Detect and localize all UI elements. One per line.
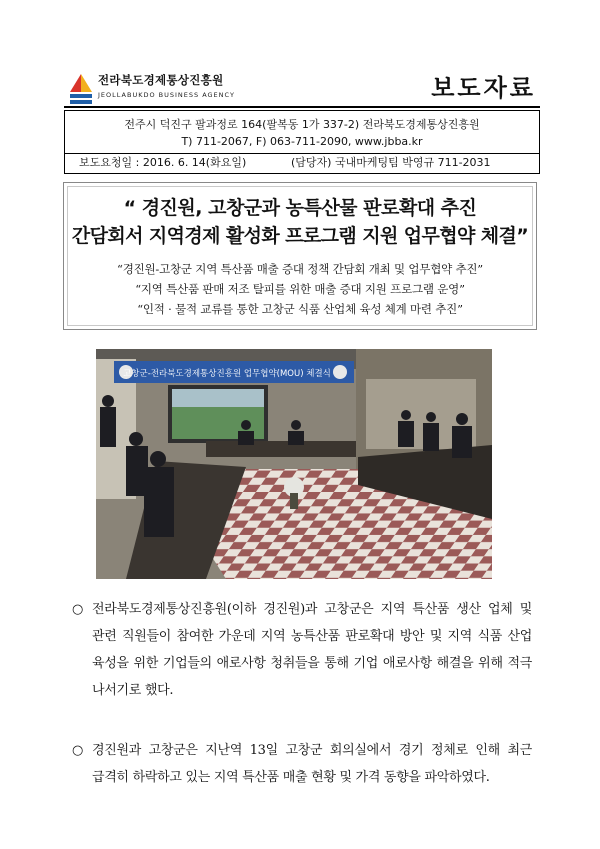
contact-person: (담당자) 국내마케팅팀 박영규 711-2031	[291, 156, 491, 169]
meeting-photo-image	[96, 349, 492, 579]
subheadline-1: “경진원-고창군 지역 특산품 매출 증대 정책 간담회 개최 및 업무협약 추진”	[117, 262, 483, 276]
headline-line-2: 간담회서 지역경제 활성화 프로그램 지원 업무협약 체결”	[71, 225, 529, 247]
subheadline-3: “인적 · 물적 교류를 통한 고창군 식품 산업체 육성 체계 마련 추진”	[137, 302, 463, 316]
phone-line: T) 711-2067, F) 063-711-2090, www.jbba.kr	[181, 135, 423, 148]
headline-box	[63, 182, 537, 330]
contact-box	[64, 110, 540, 154]
subheadline-2: “지역 특산품 판매 저조 탈피를 위한 매출 증대 지원 프로그램 운영”	[135, 282, 465, 296]
org-logo-icon	[68, 72, 94, 106]
meeting-photo	[96, 349, 492, 579]
paragraph-text: 전라북도경제통상진흥원(이하 경진원)과 고창군은 지역 특산품 생산 업체 및 관련 직원들이 참여한 가운데 지역 농특산품 판로확대 방안 및 지역 식품 산업 육성을 위한 기업들의 애로사항 청취들을 통해 기업 애로사항 해결을 위해 적극 나서기로 했다.	[92, 602, 532, 698]
address-line: 전주시 덕진구 팔과정로 164(팔복동 1가 337-2) 전라북도경제통상진흥원	[124, 118, 480, 131]
doc-type-heading: 보도자료	[431, 74, 536, 102]
bullet-mark: ○	[72, 602, 84, 617]
org-name: 전라북도경제통상진흥원	[98, 73, 224, 87]
request-date: 보도요청일 : 2016. 6. 14(화요일)	[79, 156, 247, 169]
header-divider	[64, 106, 540, 108]
org-logo	[66, 70, 266, 110]
bullet-mark: ○	[72, 743, 84, 758]
org-name-en: JEOLLABUKDO BUSINESS AGENCY	[98, 91, 235, 99]
photo-banner-text: 고창군-전라북도경제통상진흥원 업무협약(MOU) 체결식	[123, 369, 331, 379]
headline-line-1: “ 경진원, 고창군과 농특산물 판로확대 추진	[123, 197, 477, 219]
request-info-row	[64, 152, 540, 174]
paragraph-text: 경진원과 고창군은 지난역 13일 고창군 회의실에서 경기 정체로 인해 최근 급격히 하락하고 있는 지역 특산품 매출 현황 및 가격 동향을 파악하였다.	[92, 743, 532, 785]
